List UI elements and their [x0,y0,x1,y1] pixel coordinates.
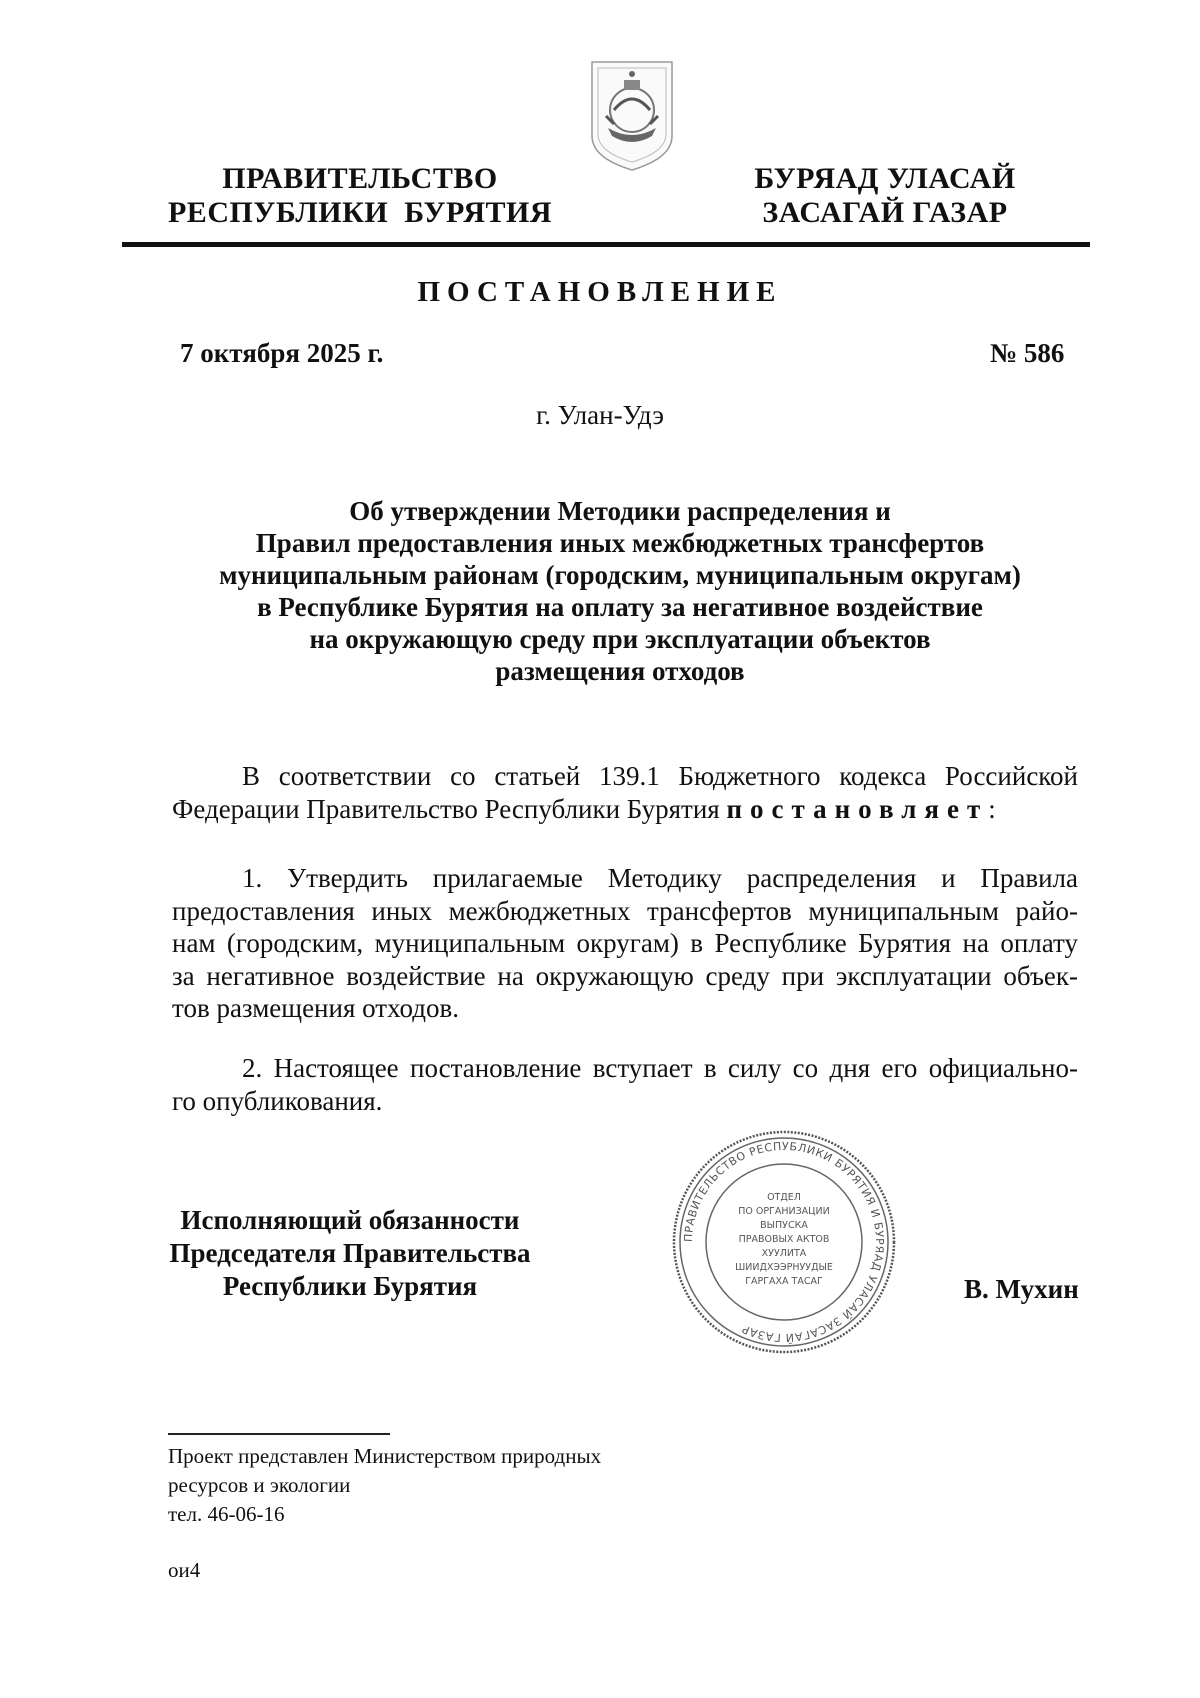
seal-inner-line: ПО ОРГАНИЗАЦИИ [738,1206,830,1217]
paragraph-line: нам (городским, муниципальным округам) в Республике Бурятия на оплату [172,928,1078,958]
header-divider [122,242,1090,247]
seal-inner-line: ПРАВОВЫХ АКТОВ [738,1234,830,1245]
document-title [160,495,1080,687]
seal-inner-line: ОТДЕЛ [767,1192,801,1203]
paragraph-line: за негативное воздействие на окружающую среду при эксплуатации объек- [172,960,1078,991]
footnote [168,1442,601,1529]
header-left-line1: ПРАВИТЕЛЬСТВО [222,162,498,195]
document-number: № 586 [990,338,1065,368]
item-paragraph-2 [172,1052,1078,1117]
header-left-line2: РЕСПУБЛИКИ БУРЯТИЯ [167,196,553,229]
footnote-divider [168,1433,390,1435]
paragraph-line: 2. Настоящее постановление вступает в силу со дня его официально- [242,1053,1078,1083]
title-line: на окружающую среду при эксплуатации объектов [309,624,931,654]
footnote-line: ресурсов и экологии [168,1473,351,1497]
official-seal-stamp [670,1128,898,1356]
footnote-line: Проект представлен Министерством природных [168,1444,602,1468]
paragraph-line [172,793,1078,826]
document-type: ПОСТАНОВЛЕНИЕ [417,276,783,308]
seal-outer-text: ПРАВИТЕЛЬСТВО РЕСПУБЛИКИ БУРЯТИЯ И БУРЯАД УЛАСАЙ ЗАСАГАЙ ГАЗАР [681,1139,887,1345]
signatory-position-line: Республики Бурятия [222,1271,478,1301]
paragraph-line: го опубликования. [172,1085,383,1116]
paragraph-line: В соответствии со статьей 139.1 Бюджетного кодекса Российской [242,761,1078,791]
seal-inner-line: ШИИДХЭЭРНУУДЫЕ [735,1262,833,1273]
header-right-line1: БУРЯАД УЛАСАЙ [754,162,1016,195]
signatory-position [150,1204,550,1303]
title-line: Правил предоставления иных межбюджетных трансфертов [255,528,985,558]
document-code: ои4 [168,1558,201,1582]
document-city: г. Улан-Удэ [536,400,664,430]
signatory-position-line: Председателя Правительства [169,1238,531,1268]
paragraph-line: тов размещения отходов. [172,993,459,1023]
header-left [150,162,570,230]
seal-inner-line: ХУУЛИТА [761,1248,807,1259]
preamble-colon: : [988,793,996,824]
seal-inner-line: ВЫПУСКА [760,1220,808,1231]
preamble-paragraph [172,760,1078,825]
signatory-position-line: Исполняющий обязанности [180,1205,520,1235]
document-date: 7 октября 2025 г. [180,338,384,368]
title-line: Об утверждении Методики распределения и [349,496,891,526]
coat-of-arms-icon [588,58,676,172]
paragraph-line: предоставления иных межбюджетных трансфертов муниципальным райо- [172,895,1078,926]
paragraph-line: 1. Утвердить прилагаемые Методику распределения и Правила [242,863,1078,893]
title-line: муниципальным районам (городским, муниципальным округам) [219,560,1021,590]
seal-inner-line: ГАРГАХА ТАСАГ [745,1276,823,1287]
header-right-line2: ЗАСАГАЙ ГАЗАР [762,196,1008,229]
title-line: в Республике Бурятия на оплату за негативное воздействие [257,592,983,622]
item-paragraph-1 [172,862,1078,1025]
footnote-line: тел. 46-06-16 [168,1502,285,1526]
preamble-decision-word: постановляет [726,793,989,824]
title-line: размещения отходов [495,656,745,686]
header-right [720,162,1050,230]
preamble-text: Федерации Правительство Республики Бурятия [172,793,727,824]
signatory-name: В. Мухин [964,1274,1079,1304]
